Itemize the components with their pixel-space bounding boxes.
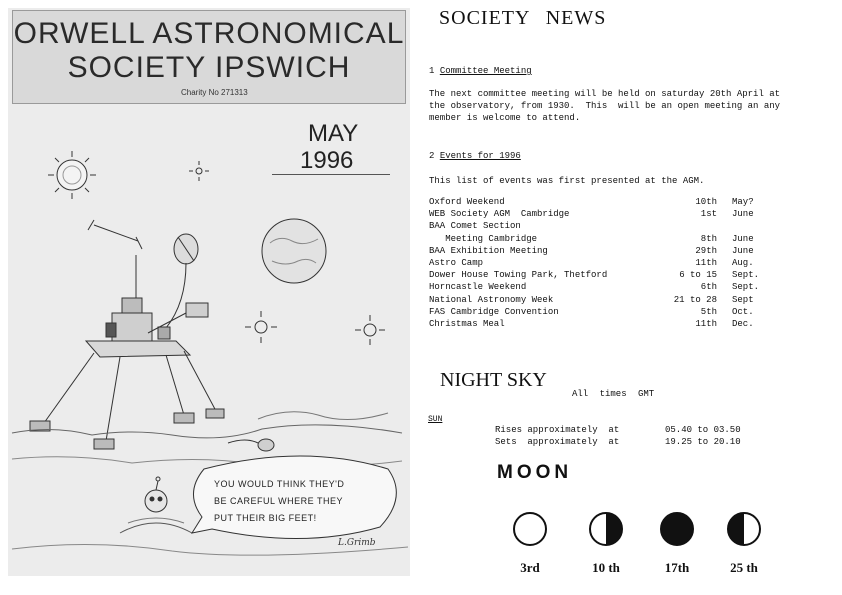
- section-1-heading: [429, 66, 532, 76]
- section-1-line: member is welcome to attend.: [429, 113, 581, 123]
- event-row: [429, 307, 769, 319]
- section-2-title: Events for 1996: [439, 151, 521, 161]
- event-date: 1st: [700, 209, 717, 220]
- charity-number: Charity No 271313: [181, 88, 248, 97]
- moon-phase-half-right-lit-icon: [728, 513, 760, 545]
- event-row: [429, 246, 769, 258]
- event-name: WEB Society AGM Cambridge: [429, 209, 570, 220]
- events-list: [429, 197, 769, 331]
- event-month: Dec.: [732, 318, 754, 329]
- sun-rise-value: 05.40 to 03.50: [665, 425, 741, 435]
- event-date: 21 to 28: [673, 294, 717, 305]
- event-name: Astro Camp: [429, 257, 484, 268]
- moon-phase-label: 10 th: [592, 560, 620, 575]
- sun-set-value: 19.25 to 20.10: [665, 437, 741, 447]
- event-name: Meeting Cambridge: [429, 233, 538, 244]
- sun-label-text: SUN: [428, 415, 443, 424]
- sun-rise-label: Rises approximately at: [495, 425, 620, 435]
- event-row: [429, 197, 769, 209]
- event-name: Christmas Meal: [429, 318, 505, 329]
- event-month: Sept.: [732, 270, 760, 281]
- moon-phase-label: 17th: [664, 560, 690, 575]
- event-month: Sept.: [732, 282, 760, 293]
- section-1-number: 1: [429, 66, 435, 76]
- event-row: [429, 270, 769, 282]
- event-name: National Astronomy Week: [429, 294, 554, 305]
- cover-title-line-1: ORWELL ASTRONOMICAL: [13, 17, 405, 50]
- event-date: 10th: [695, 197, 717, 207]
- section-1-title: Committee Meeting: [439, 66, 532, 76]
- society-news-heading: SOCIETY NEWS: [439, 7, 607, 29]
- section-2-number: 2: [429, 151, 435, 161]
- section-1-line: the observatory, from 1930. This will be an open meeting an any: [429, 101, 781, 111]
- event-month: May?: [732, 197, 754, 207]
- moon-phase-label: 3rd: [520, 560, 540, 575]
- moon-phase-full-outline-icon: [514, 513, 546, 545]
- event-name: Dower House Towing Park, Thetford: [429, 270, 608, 281]
- small-sun-sketch-icon: [245, 311, 277, 343]
- section-2-intro: This list of events was first presented at the AGM.: [429, 176, 705, 186]
- speech-bubble-line-1: YOU WOULD THINK THEY'D: [214, 479, 345, 489]
- event-row: [429, 221, 769, 233]
- event-name: FAS Cambridge Convention: [429, 306, 559, 317]
- times-note: All times GMT: [572, 389, 655, 399]
- event-date: 11th: [695, 318, 717, 329]
- star-sketch-icon: [189, 161, 209, 181]
- planet-sketch-icon: [262, 219, 326, 283]
- event-row: [429, 295, 769, 307]
- sun-set-row: [495, 437, 741, 447]
- cover-title-line-2: SOCIETY IPSWICH: [67, 51, 351, 84]
- moon-phase-new-filled-icon: [661, 513, 693, 545]
- event-name: BAA Comet Section: [429, 221, 521, 232]
- event-name: Horncastle Weekend: [429, 282, 527, 293]
- section-1-body: [429, 88, 829, 124]
- cover-title-box: [12, 10, 406, 104]
- event-date: 11th: [695, 257, 717, 268]
- event-row: [429, 319, 769, 331]
- event-date: 8th: [700, 233, 717, 244]
- moon-phases: [505, 505, 775, 577]
- event-row: [429, 282, 769, 294]
- event-month: Sept: [732, 294, 754, 305]
- event-date: 6th: [700, 282, 717, 293]
- artist-signature: L.Grimb: [338, 538, 376, 548]
- issue-month: MAY: [308, 120, 359, 147]
- night-sky-heading: NIGHT SKY: [440, 369, 547, 391]
- sun-rise-row: [495, 425, 741, 435]
- sun-set-label: Sets approximately at: [495, 437, 620, 447]
- event-month: June: [732, 245, 754, 256]
- event-date: 29th: [695, 245, 717, 256]
- event-month: Oct.: [732, 306, 754, 317]
- event-date: 5th: [700, 306, 717, 317]
- moon-phase-label: 25 th: [730, 560, 758, 575]
- cartoon-illustration: [8, 103, 410, 576]
- moon-phase-half-left-lit-icon: [590, 513, 622, 545]
- section-2-heading: [429, 151, 521, 161]
- lander-sketch-icon: [30, 298, 224, 449]
- speech-bubble-line-3: PUT THEIR BIG FEET!: [214, 513, 317, 523]
- issue-year: 1996: [300, 147, 354, 174]
- cover-page: [8, 8, 410, 576]
- event-row: [429, 258, 769, 270]
- event-row: [429, 209, 769, 221]
- alien-sketch-icon: [120, 477, 192, 533]
- sun-sketch-icon: [48, 151, 96, 199]
- event-month: June: [732, 233, 754, 244]
- moon-heading: MOON: [497, 462, 573, 483]
- section-1-line: The next committee meeting will be held on saturday 20th April at: [429, 89, 781, 99]
- event-row: [429, 234, 769, 246]
- event-name: BAA Exhibition Meeting: [429, 245, 548, 256]
- small-sun-sketch-icon: [355, 315, 385, 345]
- event-date: 6 to 15: [679, 270, 717, 281]
- event-month: Aug.: [732, 257, 754, 268]
- event-month: June: [732, 209, 754, 220]
- speech-bubble-line-2: BE CAREFUL WHERE THEY: [214, 496, 344, 506]
- event-name: Oxford Weekend: [429, 197, 505, 207]
- sun-label: [428, 415, 442, 424]
